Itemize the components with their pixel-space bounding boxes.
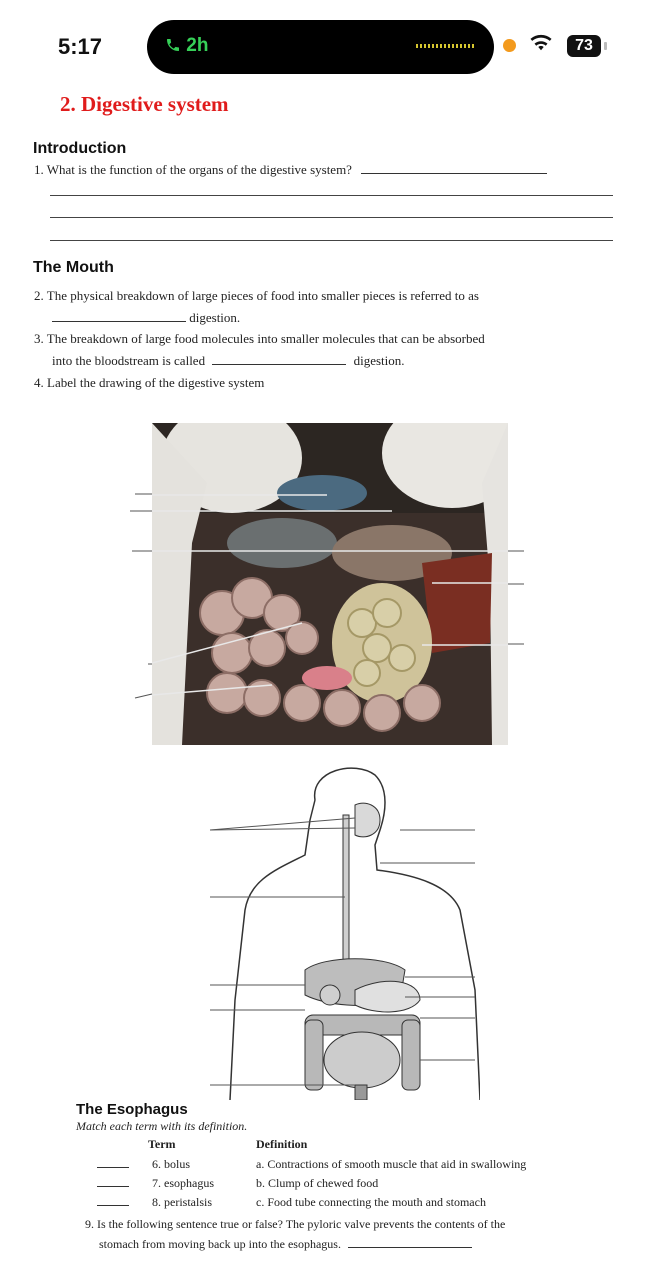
call-indicator[interactable] [165,35,208,57]
wifi-icon [530,33,552,58]
answer-line[interactable] [50,195,613,196]
page-title: 2. Digestive system [60,92,229,116]
esophagus-heading: The Esophagus [76,1101,188,1118]
question-4: 4. Label the drawing of the digestive system [34,375,265,390]
question-1-text: 1. What is the function of the organs of the digestive system? [34,162,352,177]
definition-column-header: Definition [256,1137,308,1151]
call-duration: 2h [186,35,209,56]
question-9-text: stomach from moving back up into the esophagus. [99,1237,341,1251]
answer-blank-9[interactable] [348,1247,472,1248]
answer-blank-2[interactable] [52,321,186,322]
audio-wave-icon [416,44,476,48]
term-column-header: Term [148,1137,176,1151]
question-9-line-2 [85,1234,605,1254]
answer-blank-1[interactable] [361,173,547,174]
definition: c. Food tube connecting the mouth and stomach [256,1195,486,1209]
matching-row [97,1195,486,1210]
mouth-heading: The Mouth [33,259,114,276]
matching-instructions: Match each term with its definition. [76,1119,248,1133]
photo-label-lines [130,480,530,710]
question-2-suffix: digestion. [189,310,241,325]
term: 7. esophagus [152,1176,214,1190]
matching-row [97,1157,527,1172]
answer-line[interactable] [50,217,613,218]
question-2-line-2 [52,307,240,329]
term: 8. peristalsis [152,1195,212,1209]
phone-icon [165,37,181,53]
question-9 [85,1214,605,1254]
question-2-line-1: 2. The physical breakdown of large pieces of food into smaller pieces is referred to as [34,288,479,303]
question-1 [34,159,547,181]
question-3-line-1: 3. The breakdown of large food molecules into smaller molecules that can be absorbed [34,331,485,346]
digestive-system-diagram [205,760,480,1100]
introduction-heading: Introduction [33,140,127,157]
question-3-suffix: digestion. [353,353,405,368]
question-3-prefix: into the bloodstream is called [52,353,206,368]
answer-blank-7[interactable] [97,1186,129,1187]
answer-blank-8[interactable] [97,1205,129,1206]
definition: b. Clump of chewed food [256,1176,379,1190]
status-bar [0,0,647,92]
term: 6. bolus [152,1157,191,1171]
clock-time: 5:17 [58,34,103,59]
battery-tip [604,42,607,50]
question-9-line-1: 9. Is the following sentence true or false? The pyloric valve prevents the contents of the [85,1217,506,1231]
question-3-line-2 [52,350,405,372]
dynamic-island[interactable] [147,20,494,74]
answer-blank-6[interactable] [97,1167,129,1168]
matching-row [97,1176,379,1191]
definition: a. Contractions of smooth muscle that aid in swallowing [256,1157,527,1171]
battery-level: 73 [575,37,593,54]
answer-blank-3[interactable] [212,364,346,365]
battery-icon [567,35,601,57]
answer-line[interactable] [50,240,613,241]
recording-dot-icon [503,39,516,52]
